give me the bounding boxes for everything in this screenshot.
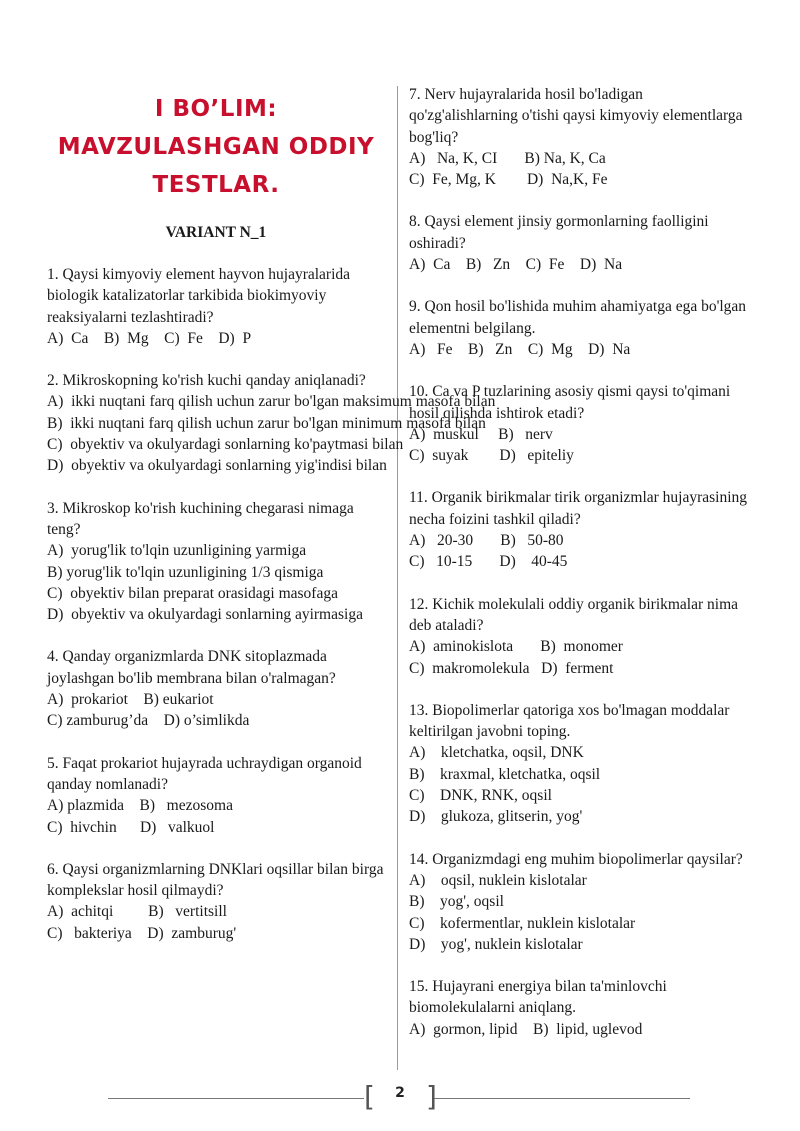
question-text: 15. Hujayrani energiya bilan ta'minlovchi biomolekulalarni aniqlang. [409, 978, 667, 1017]
question-text: 2. Mikroskopning ko'rish kuchi qanday aniqlanadi? [47, 372, 366, 390]
question-item [409, 211, 754, 275]
answer-option: A) plazmida B) mezosoma [47, 797, 233, 815]
question-item [409, 700, 754, 828]
answer-option: D) glukoza, glitserin, yog' [409, 808, 583, 826]
question-text: 6. Qaysi organizmlarning DNKlari oqsillar bilan birga komplekslar hosil qilmaydi? [47, 860, 384, 900]
answer-option: D) yog', nuklein kislotalar [409, 935, 583, 953]
question-item [409, 487, 754, 572]
answer-options-row [47, 710, 385, 731]
answer-option: A) prokariot B) eukariot [47, 691, 214, 709]
footer-rule-right [434, 1098, 690, 1099]
answer-options-row [409, 934, 754, 955]
question-list-right [409, 84, 754, 1040]
question-item [409, 976, 754, 1040]
footer-bracket-right-icon: ] [426, 1080, 437, 1113]
answer-option: A) oqsil, nuklein kislotalar [409, 871, 587, 889]
answer-options-row [47, 455, 385, 476]
answer-option: A) Ca B) Mg C) Fe D) P [47, 329, 252, 347]
answer-option: A) Na, K, CI B) Na, K, Ca [409, 149, 606, 167]
question-item [47, 753, 385, 838]
question-text: 4. Qanday organizmlarda DNK sitoplazmada joylashgan bo'lib membrana bilan o'ralmagan? [47, 648, 336, 687]
answer-option: C) Fe, Mg, K D) Na,K, Fe [409, 171, 608, 189]
answer-option: C) bakteriya D) zamburug' [47, 924, 237, 942]
answer-option: C) hivchin D) valkuol [47, 818, 215, 836]
answer-options-row [47, 413, 486, 434]
answer-options-row [409, 764, 754, 785]
answer-option: C) 10-15 D) 40-45 [409, 553, 568, 571]
question-text: 8. Qaysi element jinsiy gormonlarning faolligini oshiradi? [409, 213, 709, 252]
answer-options-row [47, 689, 385, 710]
answer-option: D) obyektiv va okulyardagi sonlarning yig'indisi bilan [47, 457, 387, 475]
answer-option: A) Fe B) Zn C) Mg D) Na [409, 340, 631, 358]
answer-options-row [47, 391, 496, 412]
question-item [409, 84, 754, 190]
right-column [409, 84, 754, 1040]
answer-options-row [409, 636, 754, 657]
question-text: 7. Nerv hujayralarida hosil bo'ladigan qo'zg'alishlarning o'tishi qaysi kimyoviy elementlarga bog'liq? [409, 86, 743, 146]
answer-options-row [47, 901, 385, 922]
answer-options-row [47, 562, 385, 583]
question-text: 5. Faqat prokariot hujayrada uchraydigan organoid qanday nomlanadi? [47, 754, 362, 793]
answer-option: A) muskul B) nerv [409, 425, 553, 443]
question-text: 12. Kichik molekulali oddiy organik birikmalar nima deb ataladi? [409, 595, 739, 634]
section-title [47, 90, 385, 204]
answer-options-row [409, 891, 754, 912]
answer-options-row [409, 339, 754, 360]
answer-options-row [409, 742, 754, 763]
answer-options-row [47, 328, 385, 349]
answer-option: B) yorug'lik to'lqin uzunligining 1/3 qismiga [47, 563, 324, 581]
answer-options-row [409, 169, 754, 190]
answer-options-row [409, 806, 754, 827]
page-number: 2 [395, 1085, 405, 1101]
answer-option: A) aminokislota B) monomer [409, 638, 623, 656]
question-item [409, 381, 754, 466]
answer-option: C) zamburug’da D) o’simlikda [47, 712, 250, 730]
answer-options-row [47, 795, 385, 816]
answer-options-row [409, 785, 754, 806]
question-text: 9. Qon hosil bo'lishida muhim ahamiyatga ega bo'lgan elementni belgilang. [409, 298, 747, 337]
question-text: 1. Qaysi kimyoviy element hayvon hujayralarida biologik katalizatorlar tarkibida biokimyoviy reaksiyalarni tezlashtiradi? [47, 266, 351, 326]
question-text: 10. Ca va P tuzlarining asosiy qismi qaysi to'qimani hosil qilishda ishtirok etadi? [409, 383, 731, 422]
answer-option: C) obyektiv bilan preparat orasidagi masofaga [47, 584, 338, 602]
answer-options-row [409, 1019, 754, 1040]
answer-options-row [47, 923, 385, 944]
answer-option: B) ikki nuqtani farq qilish uchun zarur bo'lgan minimum masofa bilan [47, 414, 486, 432]
question-text: 14. Organizmdagi eng muhim biopolimerlar qaysilar? [409, 850, 743, 868]
answer-option: C) makromolekula D) ferment [409, 659, 614, 677]
answer-option: C) obyektiv va okulyardagi sonlarning ko'paytmasi bilan [47, 436, 404, 454]
answer-option: C) suyak D) epiteliy [409, 447, 574, 465]
column-divider [397, 86, 398, 1070]
answer-option: B) yog', oqsil [409, 893, 504, 911]
question-item [47, 264, 385, 349]
question-item [47, 498, 385, 626]
answer-option: A) gormon, lipid B) lipid, uglevod [409, 1020, 643, 1038]
section-title-line: TESTLAR. [152, 172, 280, 198]
answer-options-row [409, 658, 754, 679]
question-item [409, 849, 754, 955]
answer-options-row [47, 604, 385, 625]
question-item [47, 859, 385, 944]
answer-options-row [409, 148, 754, 169]
answer-option: B) kraxmal, kletchatka, oqsil [409, 765, 601, 783]
question-text: 3. Mikroskop ko'rish kuchining chegarasi nimaga teng? [47, 499, 354, 538]
question-item [409, 296, 754, 360]
answer-options-row [47, 583, 385, 604]
answer-options-row [47, 540, 385, 561]
answer-options-row [409, 870, 754, 891]
answer-options-row [409, 445, 754, 466]
answer-option: A) achitqi B) vertitsill [47, 903, 227, 921]
answer-option: A) ikki nuqtani farq qilish uchun zarur bo'lgan maksimum masofa bilan [47, 393, 496, 411]
footer-rule-left [108, 1098, 364, 1099]
answer-options-row [47, 817, 385, 838]
answer-options-row [409, 530, 754, 551]
answer-option: D) obyektiv va okulyardagi sonlarning ayirmasiga [47, 606, 363, 624]
answer-options-row [409, 913, 754, 934]
answer-options-row [47, 434, 404, 455]
answer-option: C) DNK, RNK, oqsil [409, 787, 552, 805]
variant-heading: VARIANT N_1 [165, 224, 267, 241]
answer-option: A) Ca B) Zn C) Fe D) Na [409, 256, 623, 274]
question-item [47, 646, 385, 731]
question-item [409, 594, 754, 679]
answer-options-row [409, 551, 754, 572]
answer-option: A) kletchatka, oqsil, DNK [409, 744, 584, 762]
answer-options-row [409, 424, 754, 445]
question-text: 13. Biopolimerlar qatoriga xos bo'lmagan moddalar keltirilgan javobni toping. [409, 701, 730, 741]
question-text: 11. Organik birikmalar tirik organizmlar hujayrasining necha foizini tashkil qiladi? [409, 489, 748, 528]
section-title-line: MAVZULASHGAN ODDIY [57, 134, 375, 160]
answer-options-row [409, 254, 754, 275]
footer-bracket-left-icon: [ [364, 1080, 375, 1113]
section-title-line: I BO’LIM: [154, 96, 278, 122]
answer-option: C) kofermentlar, nuklein kislotalar [409, 914, 636, 932]
answer-option: A) 20-30 B) 50-80 [409, 532, 564, 550]
answer-option: A) yorug'lik to'lqin uzunligining yarmiga [47, 542, 307, 560]
